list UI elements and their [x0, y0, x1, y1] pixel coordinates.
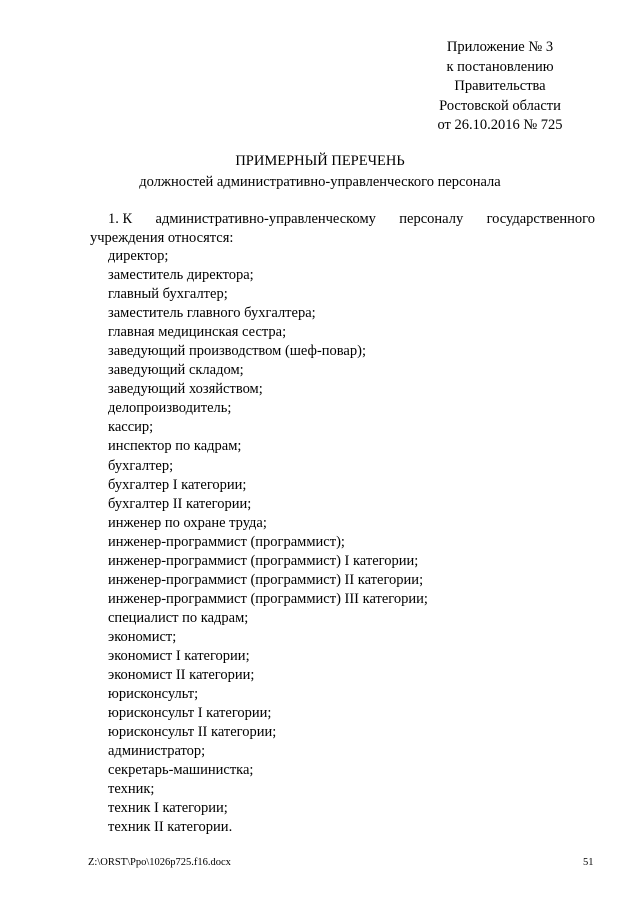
position-item: заведующий хозяйством; [108, 381, 263, 398]
position-item: инженер по охране труда; [108, 514, 267, 531]
appendix-header [380, 38, 620, 136]
position-item: делопроизводитель; [108, 400, 232, 417]
position-item: инженер-программист (программист) III категории; [108, 590, 428, 607]
position-item: бухгалтер I категории; [108, 476, 247, 493]
appendix-line: к постановлению [446, 58, 554, 75]
position-item: техник I категории; [108, 800, 228, 817]
position-item: директор; [108, 248, 169, 264]
position-item: главный бухгалтер; [108, 286, 228, 303]
appendix-line: от 26.10.2016 № 725 [437, 117, 563, 133]
intro-word: 1. К [108, 211, 133, 227]
intro-continuation: учреждения относятся: [90, 229, 234, 246]
position-item: инженер-программист (программист); [108, 533, 345, 550]
position-item: инженер-программист (программист) II категории; [108, 571, 424, 588]
position-item: юрисконсульт I категории; [108, 705, 272, 722]
intro-first-line [108, 210, 595, 229]
document-title: ПРИМЕРНЫЙ ПЕРЕЧЕНЬ [235, 153, 405, 169]
appendix-line: Ростовской области [439, 97, 561, 114]
position-item: юрисконсульт II категории; [108, 724, 277, 741]
position-item: секретарь-машинистка; [108, 762, 254, 779]
position-item: заместитель директора; [108, 267, 254, 284]
document-subtitle: должностей административно-управленческого персонала [139, 174, 501, 190]
position-item: экономист II категории; [108, 667, 255, 684]
position-item: заведующий производством (шеф-повар); [108, 343, 366, 360]
intro-word: государственного [486, 211, 595, 227]
position-item: юрисконсульт; [108, 686, 199, 703]
position-item: кассир; [108, 419, 154, 436]
intro-word: административно-управленческому [155, 211, 376, 227]
appendix-line: Приложение № 3 [446, 39, 554, 55]
appendix-line: Правительства [454, 78, 546, 94]
footer-file-path: Z:\ORST\Ppo\1026p725.f16.docx [88, 857, 231, 868]
position-item: экономист I категории; [108, 647, 250, 664]
position-item: инспектор по кадрам; [108, 438, 242, 455]
position-item: инженер-программист (программист) I категории; [108, 552, 419, 569]
position-item: техник II категории. [108, 819, 233, 836]
position-item: главная медицинская сестра; [108, 324, 287, 341]
positions-list [108, 247, 428, 837]
position-item: заведующий складом; [108, 362, 244, 379]
position-item: администратор; [108, 743, 206, 760]
position-item: техник; [108, 781, 155, 798]
position-item: экономист; [108, 628, 177, 645]
intro-paragraph [90, 210, 595, 247]
position-item: бухгалтер; [108, 457, 174, 474]
position-item: бухгалтер II категории; [108, 495, 252, 512]
position-item: заместитель главного бухгалтера; [108, 305, 316, 322]
position-item: специалист по кадрам; [108, 609, 249, 626]
footer-page-number: 51 [583, 857, 594, 868]
intro-word: персоналу [399, 211, 464, 227]
